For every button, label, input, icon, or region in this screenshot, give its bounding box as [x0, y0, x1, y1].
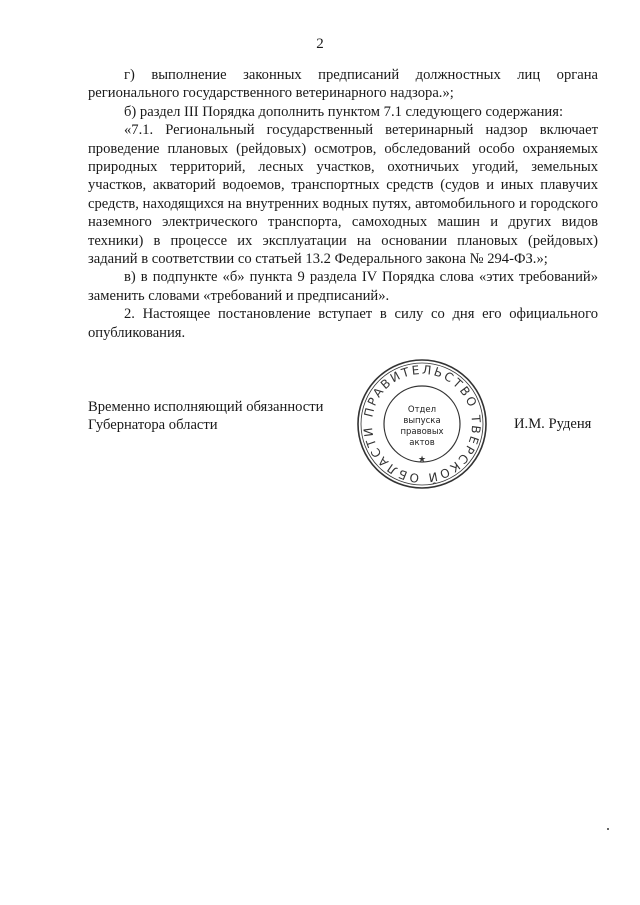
official-stamp [354, 356, 490, 492]
stamp-center-line2: выпуска [403, 416, 441, 426]
paragraph-item-g: г) выполнение законных предписаний должностных лиц органа регионального государственного ветеринарного надзора.»; [88, 67, 598, 102]
paragraph-effective-date: 2. Настоящее постановление вступает в силу со дня его официального опубликования. [88, 306, 598, 341]
signature-title-line1: Временно исполняющий обязанности [88, 399, 324, 415]
signatory-name: И.М. Руденя [514, 416, 592, 432]
document-body [88, 66, 598, 342]
paragraph-item-v: в) в подпункте «б» пункта 9 раздела IV Порядка слова «этих требований» заменить словами «требований и предписаний». [88, 269, 598, 304]
paragraph-item-b: б) раздел III Порядка дополнить пунктом 7.1 следующего содержания: [124, 103, 564, 120]
signature-title [88, 398, 323, 435]
paragraph-7-1: «7.1. Региональный государственный ветеринарный надзор включает проведение плановых (рейдовых) осмотров, обследований особо охраняемых природных территорий, лесных участков, охотничьих угодий, земельных участков, акваторий водоемов, транспортных средств (судов и иных плавучих средств, находящихся на внутренних водных путях, автомобильного и городского наземного электрического транспорта, самоходных машин и других видов техники) в процессе их эксплуатации на основании плановых (рейдовых) заданий в соответствии со статьей 13.2 Федерального закона № 294-ФЗ.»; [88, 122, 598, 268]
page-number: 2 [316, 36, 324, 52]
scan-speck [607, 828, 609, 830]
signature-title-line2: Губернатора области [88, 417, 218, 434]
stamp-center-line3: правовых [400, 427, 444, 437]
star-icon: ★ [417, 455, 427, 465]
stamp-center-line4: актов [409, 438, 435, 448]
stamp-center-line1: Отдел [407, 405, 437, 415]
stamp-ring-text: ПРАВИТЕЛЬСТВО ТВЕРСКОЙ ОБЛАСТИ [360, 362, 484, 486]
stamp-seal-graphic [354, 356, 490, 492]
